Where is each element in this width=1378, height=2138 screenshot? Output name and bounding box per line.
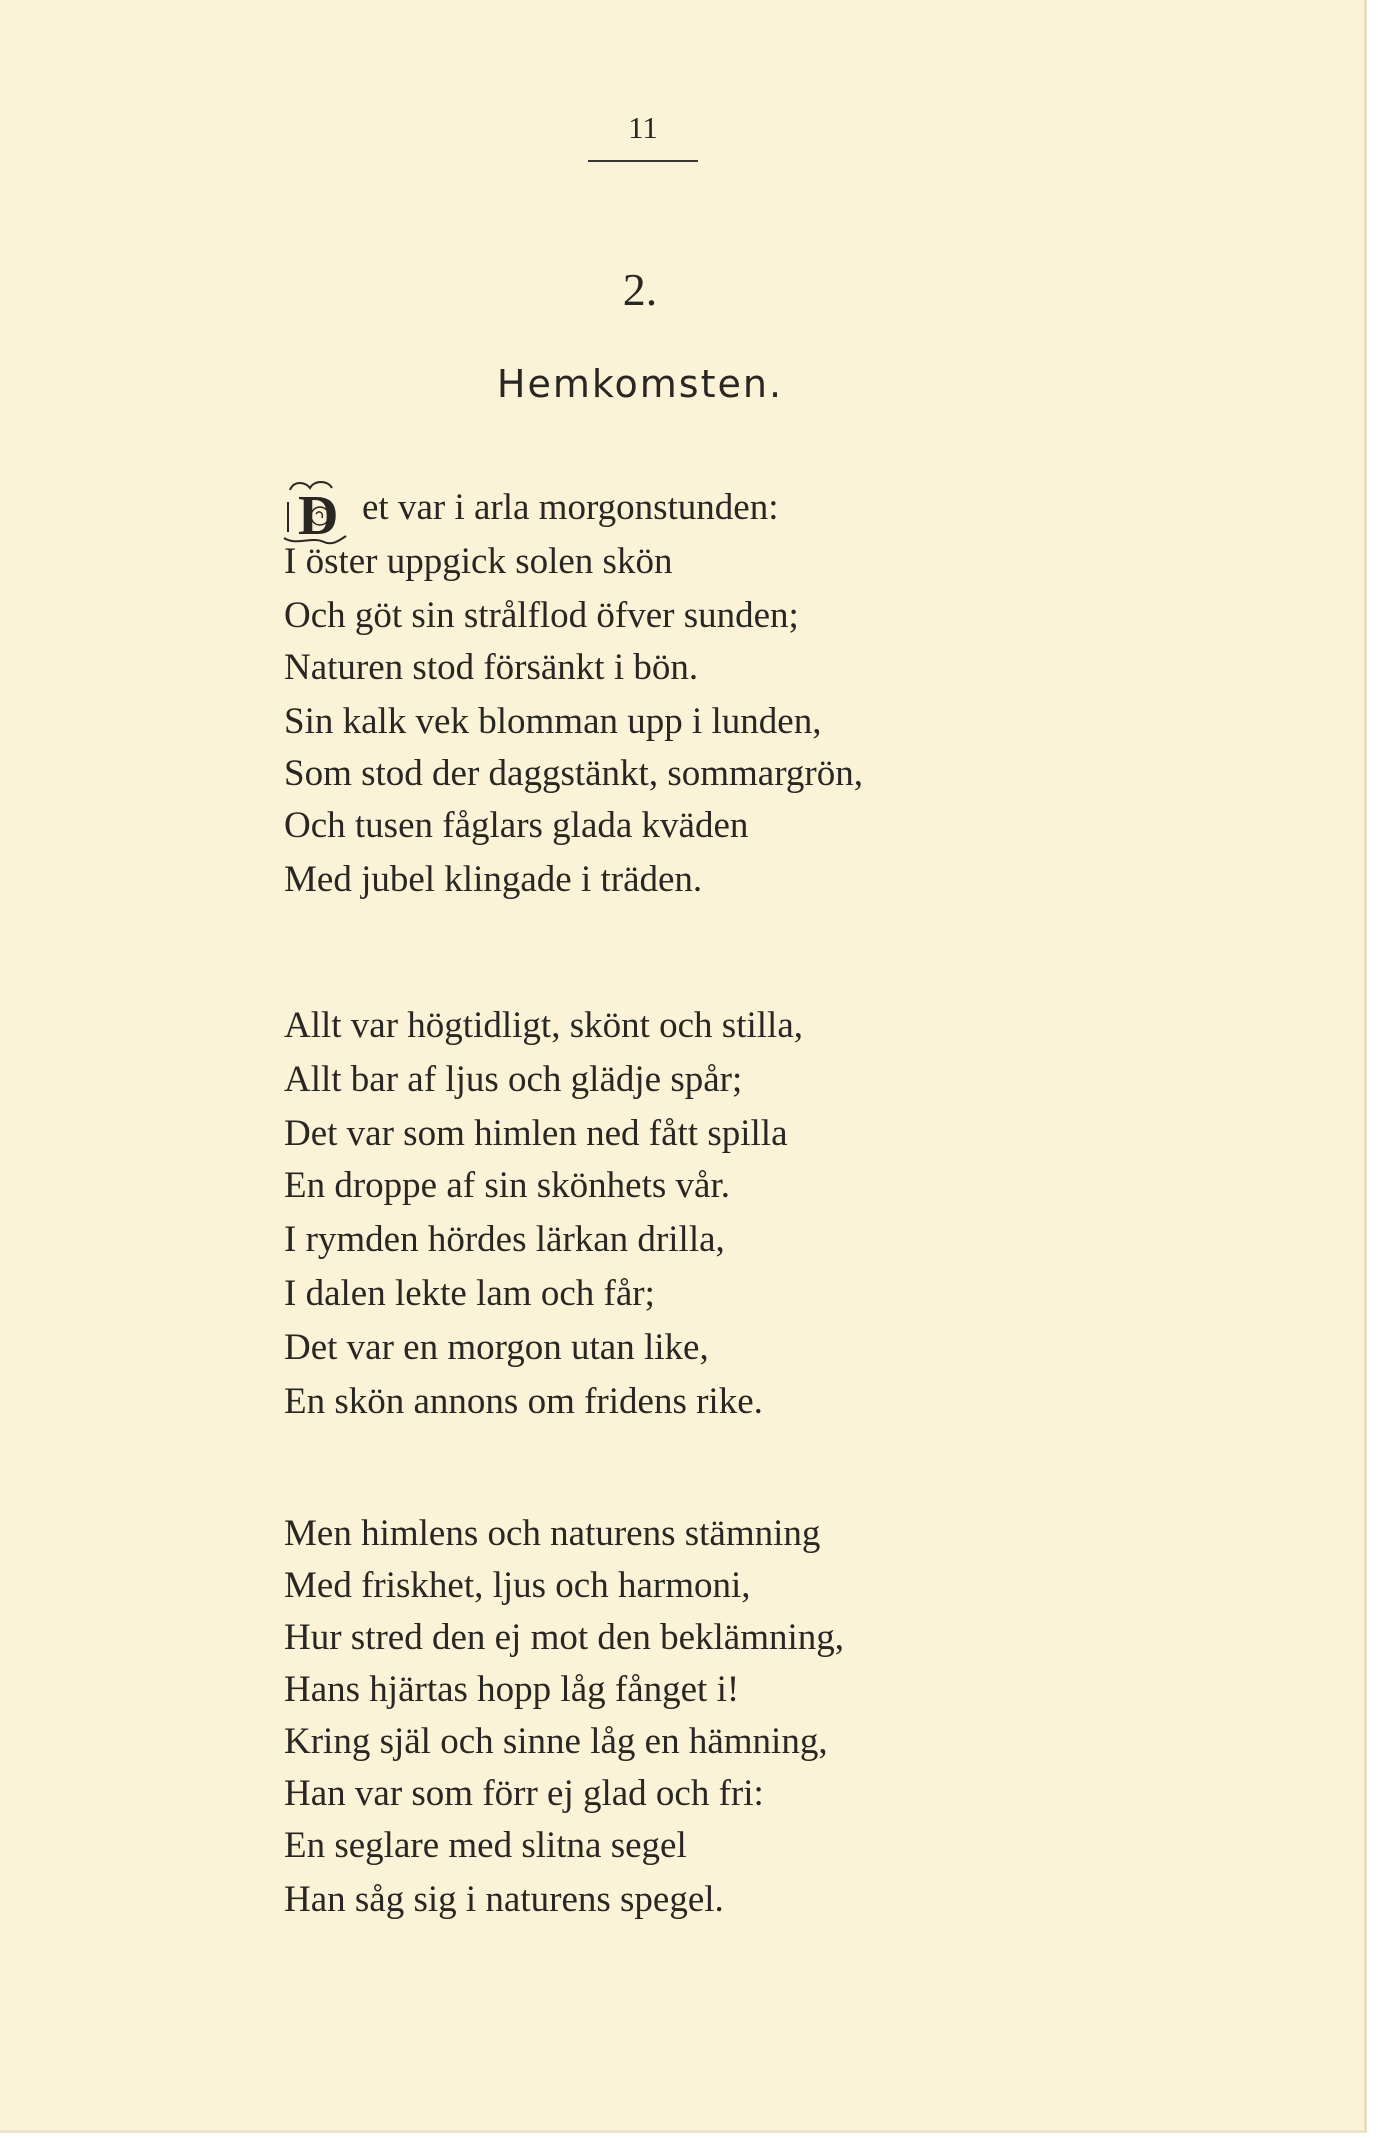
poem-line: I öster uppgick solen skön [284, 541, 673, 582]
drop-cap-letter: D [298, 485, 339, 547]
poem-line: I rymden hördes lärkan drilla, [284, 1219, 725, 1260]
poem-line: Allt bar af ljus och glädje spår; [284, 1059, 743, 1100]
page-number-rule [588, 160, 698, 162]
poem-line: Som stod der daggstänkt, sommargrön, [284, 753, 863, 794]
poem-line: Kring själ och sinne låg en hämning, [284, 1721, 828, 1762]
poem-line: Hur stred den ej mot den beklämning, [284, 1617, 845, 1658]
poem-line: et var i arla morgonstunden: [362, 487, 779, 528]
poem-line: Allt var högtidligt, skönt och stilla, [284, 1005, 803, 1046]
poem-line: Med friskhet, ljus och harmoni, [284, 1565, 751, 1606]
poem-line: Hans hjärtas hopp låg fånget i! [284, 1669, 740, 1710]
poem-line: En skön annons om fridens rike. [284, 1381, 763, 1422]
poem-title: Hemkomsten. [496, 362, 784, 406]
poem-line: Sin kalk vek blomman upp i lunden, [284, 701, 822, 742]
section-number: 2. [622, 264, 658, 315]
page-number: 11 [628, 110, 658, 145]
poem-line: Han såg sig i naturens spegel. [284, 1879, 724, 1920]
poem-line: Och göt sin strålflod öfver sunden; [284, 595, 799, 636]
poem-line: En droppe af sin skönhets vår. [284, 1165, 730, 1206]
poem-line: I dalen lekte lam och får; [284, 1273, 655, 1314]
poem-line: Han var som förr ej glad och fri: [284, 1773, 764, 1814]
poem-line: Men himlens och naturens stämning [284, 1513, 821, 1554]
poem-line: Naturen stod försänkt i bön. [284, 647, 699, 688]
poem-line: Med jubel klingade i träden. [284, 859, 703, 900]
poem-line: Det var som himlen ned fått spilla [284, 1113, 788, 1154]
poem-line: En seglare med slitna segel [284, 1825, 687, 1866]
poem-line: Det var en morgon utan like, [284, 1327, 709, 1368]
poem-line: Och tusen fåglars glada kväden [284, 805, 749, 846]
